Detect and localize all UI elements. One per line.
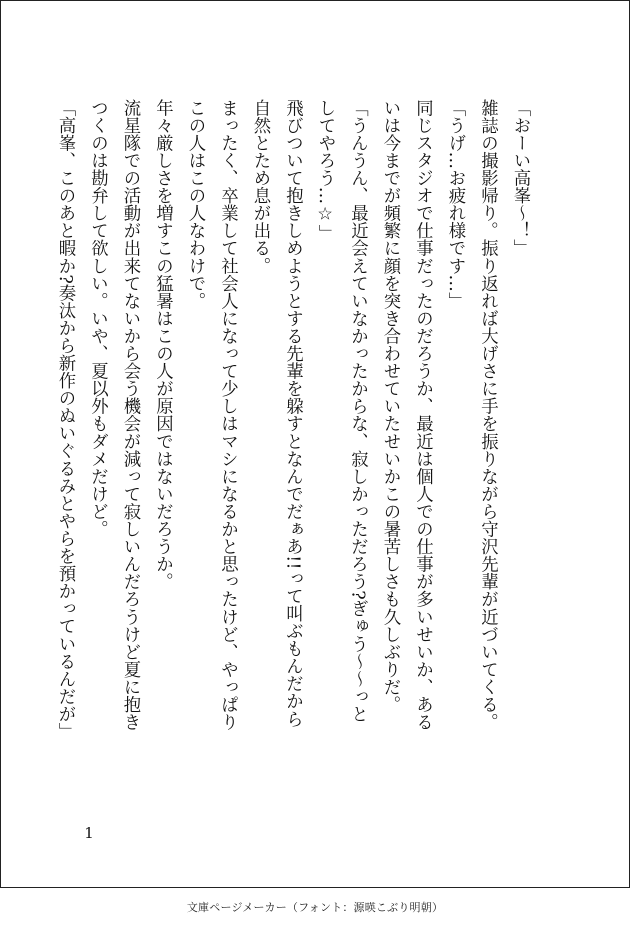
- text-line: 「うんうん、最近会えていなかったからな、寂しかっただろう?ぎゅう〜〜っと: [347, 99, 368, 723]
- text-line: してやろう…☆」: [315, 99, 335, 242]
- text-line: 流星隊での活動が出来てないから会う機会が減って寂しいんだろうけど夏に抱き: [120, 99, 140, 731]
- text-line: まったく、卒業して社会人になって少しはマシになるかと思ったけど、やっぱり: [217, 99, 238, 731]
- text-line: 雑誌の撮影帰り。振り返れば大げさに手を振りながら守沢先輩が近づいてくる。: [477, 99, 498, 731]
- vertical-text-body: [49, 99, 537, 789]
- text-line: 同じスタジオで仕事だったのだろうか、最近は個人での仕事が多いせいか、ある: [412, 99, 433, 731]
- text-line: つくのは勘弁して欲しい。いや、夏以外もダメだけど。: [87, 99, 108, 538]
- footer-credit: 文庫ページメーカー（フォント：源暎こぶり明朝）: [186, 901, 444, 914]
- page-number: 1: [84, 824, 94, 842]
- text-line: 「高峯、このあと暇か?奏汰から新作のぬいぐるみとやらを預かっているんだが」: [55, 99, 75, 741]
- text-line: 「うげ…お疲れ様です…」: [445, 99, 465, 310]
- text-line: 「おーい高峯〜！」: [510, 99, 530, 257]
- text-line: いは今までが頻繁に顔を突き合わせていたせいかこの暑苦しさも久しぶりだ。: [380, 99, 400, 714]
- text-line: 飛びついて抱きしめようとする先輩を躱すとなんでだぁあ!!って叫ぶもんだから: [282, 99, 303, 728]
- text-line: 自然とため息が出る。: [250, 99, 270, 275]
- text-line: この人はこの人なわけで。: [185, 99, 205, 310]
- text-line: 年々厳しさを増すこの猛暑はこの人が原因ではないだろうか。: [152, 99, 173, 591]
